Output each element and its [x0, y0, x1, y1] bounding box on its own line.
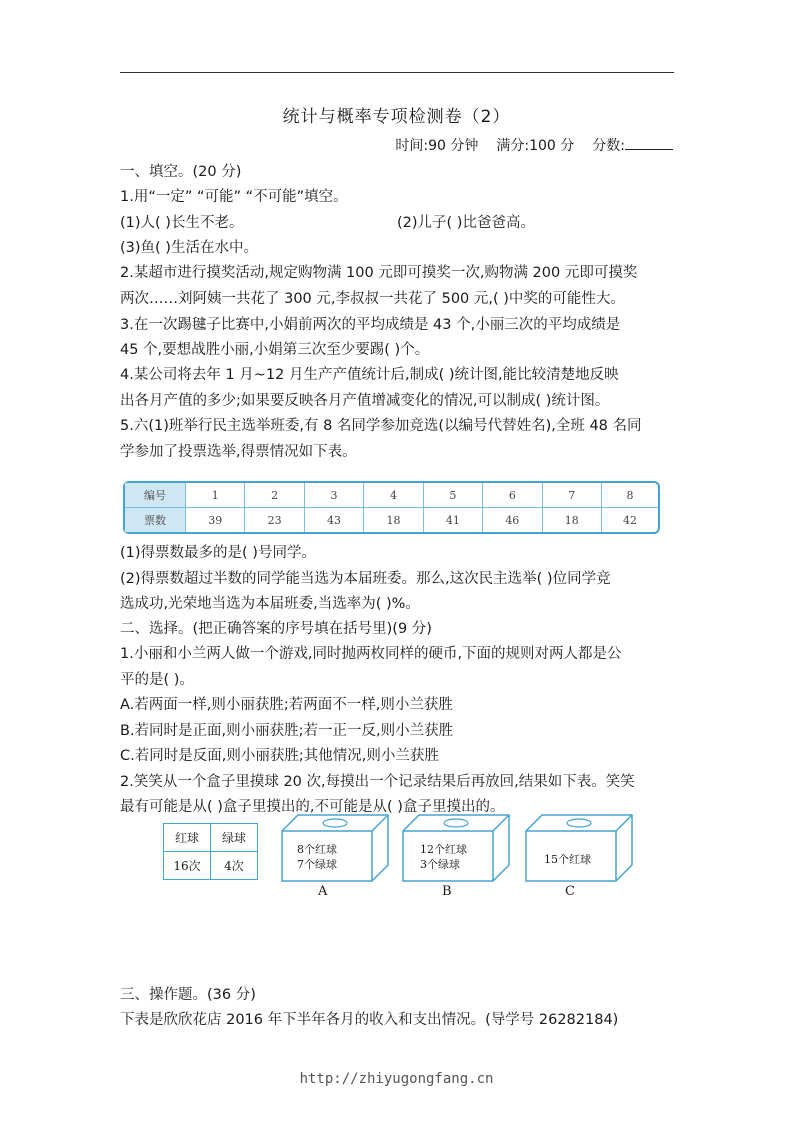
score-blank — [625, 135, 673, 150]
vote-id-cell: 8 — [602, 483, 658, 508]
box-a-line2: 7个绿球 — [297, 858, 337, 871]
footer-url: http://zhiyugongfang.cn — [299, 1071, 494, 1087]
section-2-heading: 二、选择。(把正确答案的序号填在括号里)(9 分) — [120, 621, 432, 637]
vote-table-header-votes: 票数 — [125, 508, 186, 532]
section-1-heading: 一、填空。(20 分) — [120, 164, 242, 180]
tally-green-count: 4次 — [211, 852, 258, 880]
ball-tally-table — [163, 823, 258, 880]
vote-table-count-row — [125, 508, 658, 532]
q1-5-line2: 学参加了投票选举,得票情况如下表。 — [120, 444, 357, 460]
q1-1-a: (1)人( )长生不老。 — [120, 215, 244, 231]
q2-1-line2: 平的是( )。 — [120, 672, 194, 688]
score-field — [592, 135, 673, 155]
q1-3-line2: 45 个,要想战胜小丽,小娟第三次至少要踢( )个。 — [120, 342, 430, 358]
box-c-drawing — [524, 813, 634, 883]
tally-green-header: 绿球 — [211, 824, 258, 852]
vote-id-cell: 6 — [483, 483, 542, 508]
q2-2-line2: 最有可能是从( )盒子里摸出的,不可能是从( )盒子里摸出的。 — [120, 799, 505, 815]
vote-count-cell: 18 — [364, 508, 423, 532]
vote-id-cell: 3 — [305, 483, 364, 508]
exam-meta — [395, 135, 673, 155]
box-c-label: C — [565, 884, 575, 899]
q1-2-line2: 两次……刘阿姨一共花了 300 元,李叔叔一共花了 500 元,( )中奖的可能性大。 — [120, 291, 625, 307]
box-a-line1: 8个红球 — [297, 843, 337, 856]
q1-5-line1: 5.六(1)班举行民主选举班委,有 8 名同学参加竞选(以编号代替姓名),全班 48 名同 — [120, 418, 642, 434]
vote-id-cell: 2 — [245, 483, 304, 508]
score-label: 分数: — [592, 138, 625, 154]
time-limit: 时间:90 分钟 — [395, 138, 479, 154]
vote-count-cell: 46 — [483, 508, 542, 532]
vote-table — [123, 481, 660, 534]
top-rule — [120, 72, 674, 73]
vote-count-cell: 41 — [424, 508, 483, 532]
box-a-label: A — [318, 884, 328, 899]
tally-red-header: 红球 — [164, 824, 211, 852]
q2-2-line1: 2.笑笑从一个盒子里摸球 20 次,每摸出一个记录结果后再放回,结果如下表。笑笑 — [120, 774, 635, 790]
section-3-heading: 三、操作题。(36 分) — [120, 987, 256, 1003]
q1-1-c: (3)鱼( )生活在水中。 — [120, 240, 258, 256]
q1-2-line1: 2.某超市进行摸奖活动,规定购物满 100 元即可摸奖一次,购物满 200 元即可摸奖 — [120, 265, 638, 281]
tally-red-count: 16次 — [164, 852, 211, 880]
vote-id-cell: 4 — [364, 483, 423, 508]
q1-4-line1: 4.某公司将去年 1 月~12 月生产产值统计后,制成( )统计图,能比较清楚地反映 — [120, 367, 619, 383]
vote-table-id-row — [125, 483, 658, 508]
q2-1-option-b: B.若同时是正面,则小丽获胜;若一正一反,则小兰获胜 — [120, 723, 454, 739]
q1-5-2-line1: (2)得票数超过半数的同学能当选为本届班委。那么,这次民主选举( )位同学竞 — [120, 571, 611, 587]
q1-5-2-line2: 选成功,光荣地当选为本届班委,当选率为( )%。 — [120, 596, 420, 612]
q1-5-1: (1)得票数最多的是( )号同学。 — [120, 545, 316, 561]
q2-1-option-a: A.若两面一样,则小丽获胜;若两面不一样,则小兰获胜 — [120, 697, 453, 713]
vote-id-cell: 5 — [424, 483, 483, 508]
vote-id-cell: 7 — [543, 483, 602, 508]
q2-1-option-c: C.若同时是反面,则小丽获胜;其他情况,则小兰获胜 — [120, 748, 439, 764]
q1-4-line2: 出各月产值的多少;如果要反映各月产值增减变化的情况,可以制成( )统计图。 — [120, 393, 610, 409]
vote-count-cell: 42 — [622, 513, 637, 527]
vote-count-cell: 18 — [543, 508, 602, 532]
box-b-label: B — [442, 884, 452, 899]
box-b-line2: 3个绿球 — [420, 858, 460, 871]
q1-1: 1.用“一定” “可能” “不可能”填空。 — [120, 189, 348, 205]
vote-count-cell: 43 — [305, 508, 364, 532]
full-score: 满分:100 分 — [496, 138, 575, 154]
vote-id-cell: 1 — [186, 483, 245, 508]
box-c-line1: 15个红球 — [544, 853, 591, 866]
q1-3-line1: 3.在一次踢毽子比赛中,小娟前两次的平均成绩是 43 个,小丽三次的平均成绩是 — [120, 317, 621, 333]
vote-table-header-id: 编号 — [125, 483, 186, 508]
vote-count-cell: 39 — [186, 508, 245, 532]
page-title: 统计与概率专项检测卷（2） — [282, 107, 511, 127]
section-3-intro: 下表是欣欣花店 2016 年下半年各月的收入和支出情况。(导学号 26282184) — [120, 1012, 619, 1028]
vote-count-cell: 23 — [245, 508, 304, 532]
q1-1-b: (2)儿子( )比爸爸高。 — [397, 215, 535, 231]
q2-1-line1: 1.小丽和小兰两人做一个游戏,同时抛两枚同样的硬币,下面的规则对两人都是公 — [120, 646, 622, 662]
box-b-line1: 12个红球 — [420, 843, 467, 856]
